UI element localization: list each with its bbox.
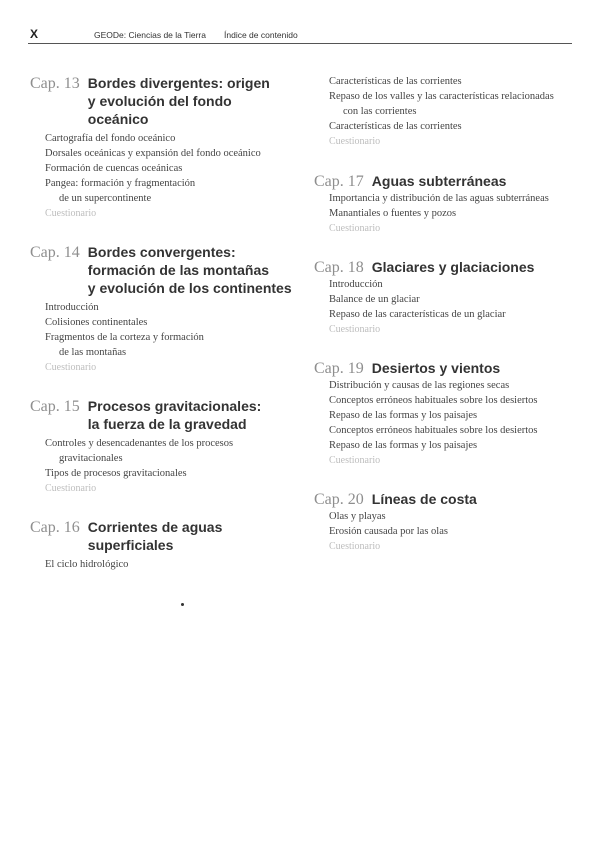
topic-entry bbox=[45, 300, 292, 315]
chapter-entry bbox=[314, 490, 584, 554]
topic-entry bbox=[329, 408, 584, 423]
topic-line: de las montañas bbox=[59, 347, 127, 358]
topic-line: Olas y playas bbox=[329, 511, 386, 522]
topic-entry bbox=[329, 307, 584, 322]
topic-line: Cuestionario bbox=[45, 483, 97, 494]
section-title: Índice de contenido bbox=[224, 30, 298, 40]
topic-entry bbox=[45, 557, 292, 572]
quiz-entry bbox=[329, 539, 584, 554]
chapter-title-line: Glaciares y glaciaciones bbox=[371, 259, 535, 275]
topic-line: Importancia y distribución de las aguas subterráneas bbox=[329, 193, 549, 204]
topic-entry bbox=[329, 378, 584, 393]
quiz-entry bbox=[329, 453, 584, 468]
chapter-heading bbox=[314, 172, 584, 191]
chapter-number: Cap. 19 bbox=[314, 360, 364, 377]
chapter-title bbox=[372, 359, 500, 377]
topic-line: Introducción bbox=[45, 302, 99, 313]
page-header bbox=[28, 27, 572, 44]
topic-line: Cuestionario bbox=[329, 541, 381, 552]
chapter-title bbox=[372, 172, 507, 190]
topic-line: gravitacionales bbox=[59, 453, 123, 464]
topic-entry bbox=[329, 277, 584, 292]
chapter-title bbox=[88, 397, 262, 433]
topic-list bbox=[329, 277, 584, 337]
chapter-entry bbox=[30, 397, 292, 496]
topic-line: con las corrientes bbox=[343, 106, 417, 117]
topic-entry bbox=[329, 393, 584, 408]
topic-line: Colisiones continentales bbox=[45, 317, 148, 328]
topic-entry bbox=[45, 315, 292, 330]
topic-line: Distribución y causas de las regiones secas bbox=[329, 380, 510, 391]
topic-line: Tipos de procesos gravitacionales bbox=[45, 468, 187, 479]
book-title: GEODe: Ciencias de la Tierra bbox=[94, 30, 206, 40]
chapter-entry bbox=[314, 74, 584, 149]
topic-line: Cuestionario bbox=[45, 208, 97, 219]
chapter-heading bbox=[30, 74, 292, 128]
ink-dot bbox=[181, 603, 184, 606]
chapter-title bbox=[372, 258, 535, 276]
chapter-title-line: Aguas subterráneas bbox=[371, 173, 507, 189]
chapter-title bbox=[88, 243, 292, 297]
topic-list bbox=[45, 300, 292, 375]
topic-entry bbox=[45, 161, 292, 176]
topic-line: Cuestionario bbox=[45, 362, 97, 373]
topic-line: Repaso de las formas y los paisajes bbox=[329, 440, 478, 451]
topic-line: Erosión causada por las olas bbox=[329, 526, 448, 537]
topic-entry bbox=[329, 191, 584, 206]
chapter-entry bbox=[314, 172, 584, 236]
topic-list bbox=[329, 74, 584, 149]
topic-line: Introducción bbox=[329, 279, 383, 290]
topic-entry bbox=[329, 206, 584, 221]
topic-list bbox=[329, 378, 584, 468]
chapter-title bbox=[88, 518, 223, 554]
topic-line: Fragmentos de la corteza y formación bbox=[45, 332, 204, 343]
topic-entry bbox=[329, 292, 584, 307]
page-number: X bbox=[30, 27, 39, 41]
topic-entry bbox=[45, 176, 292, 206]
chapter-title-line: y evolución del fondo oceánico bbox=[87, 93, 232, 127]
chapter-heading bbox=[314, 359, 584, 378]
chapter-title bbox=[88, 74, 292, 128]
quiz-entry bbox=[329, 134, 584, 149]
toc-left-column bbox=[30, 74, 292, 594]
chapter-title bbox=[372, 490, 477, 508]
quiz-entry bbox=[45, 206, 292, 221]
chapter-title-line: Líneas de costa bbox=[371, 491, 477, 507]
topic-line: Características de las corrientes bbox=[329, 121, 462, 132]
chapter-number: Cap. 14 bbox=[30, 244, 80, 261]
topic-entry bbox=[329, 524, 584, 539]
topic-entry bbox=[45, 436, 292, 466]
topic-line: Pangea: formación y fragmentación bbox=[45, 178, 196, 189]
topic-line: Características de las corrientes bbox=[329, 76, 462, 87]
quiz-entry bbox=[45, 481, 292, 496]
topic-line: Balance de un glaciar bbox=[329, 294, 420, 305]
topic-line: Cuestionario bbox=[329, 223, 381, 234]
chapter-number: Cap. 17 bbox=[314, 173, 364, 190]
chapter-heading bbox=[314, 490, 584, 509]
topic-line: Dorsales oceánicas y expansión del fondo oceánico bbox=[45, 148, 261, 159]
topic-line: Repaso de los valles y las características relacionadas bbox=[329, 91, 554, 102]
topic-line: Conceptos erróneos habituales sobre los desiertos bbox=[329, 395, 538, 406]
topic-entry bbox=[329, 74, 584, 89]
topic-entry bbox=[329, 423, 584, 438]
chapter-title-line: Bordes divergentes: origen bbox=[87, 75, 270, 91]
topic-line: El ciclo hidrológico bbox=[45, 559, 129, 570]
chapter-heading bbox=[314, 258, 584, 277]
topic-line: Controles y desencadenantes de los procesos bbox=[45, 438, 234, 449]
topic-line: Cuestionario bbox=[329, 455, 381, 466]
chapter-title-line: Corrientes de aguas bbox=[87, 519, 223, 535]
topic-entry bbox=[45, 466, 292, 481]
chapter-entry bbox=[314, 258, 584, 337]
chapter-entry bbox=[30, 74, 292, 221]
topic-line: Cuestionario bbox=[329, 136, 381, 147]
chapter-heading bbox=[30, 518, 292, 554]
quiz-entry bbox=[45, 360, 292, 375]
topic-line: Cartografía del fondo oceánico bbox=[45, 133, 176, 144]
topic-entry bbox=[45, 146, 292, 161]
chapter-title-line: Bordes convergentes: bbox=[87, 244, 236, 260]
topic-line: Repaso de las características de un glaciar bbox=[329, 309, 506, 320]
topic-line: Cuestionario bbox=[329, 324, 381, 335]
chapter-title-line: y evolución de los continentes bbox=[87, 280, 292, 296]
chapter-title-line: la fuerza de la gravedad bbox=[87, 416, 247, 432]
chapter-heading bbox=[30, 397, 292, 433]
chapter-number: Cap. 15 bbox=[30, 398, 80, 415]
chapter-title-line: superficiales bbox=[87, 537, 174, 553]
chapter-entry bbox=[30, 518, 292, 572]
topic-list bbox=[45, 436, 292, 496]
chapter-entry bbox=[30, 243, 292, 375]
topic-entry bbox=[329, 438, 584, 453]
chapter-number: Cap. 13 bbox=[30, 75, 80, 92]
toc-right-column bbox=[314, 74, 584, 576]
chapter-title-line: formación de las montañas bbox=[87, 262, 270, 278]
chapter-title-line: Desiertos y vientos bbox=[371, 360, 501, 376]
chapter-number: Cap. 20 bbox=[314, 491, 364, 508]
topic-list bbox=[45, 557, 292, 572]
topic-entry bbox=[329, 119, 584, 134]
topic-entry bbox=[329, 89, 584, 119]
topic-line: de un supercontinente bbox=[59, 193, 152, 204]
quiz-entry bbox=[329, 221, 584, 236]
topic-entry bbox=[329, 509, 584, 524]
chapter-heading bbox=[30, 243, 292, 297]
topic-entry bbox=[45, 330, 292, 360]
topic-line: Manantiales o fuentes y pozos bbox=[329, 208, 457, 219]
topic-line: Formación de cuencas oceánicas bbox=[45, 163, 183, 174]
topic-list bbox=[329, 191, 584, 236]
chapter-number: Cap. 18 bbox=[314, 259, 364, 276]
quiz-entry bbox=[329, 322, 584, 337]
chapter-entry bbox=[314, 359, 584, 468]
topic-entry bbox=[45, 131, 292, 146]
topic-line: Repaso de las formas y los paisajes bbox=[329, 410, 478, 421]
chapter-title-line: Procesos gravitacionales: bbox=[87, 398, 262, 414]
topic-list bbox=[329, 509, 584, 554]
chapter-number: Cap. 16 bbox=[30, 519, 80, 536]
topic-list bbox=[45, 131, 292, 221]
topic-line: Conceptos erróneos habituales sobre los desiertos bbox=[329, 425, 538, 436]
